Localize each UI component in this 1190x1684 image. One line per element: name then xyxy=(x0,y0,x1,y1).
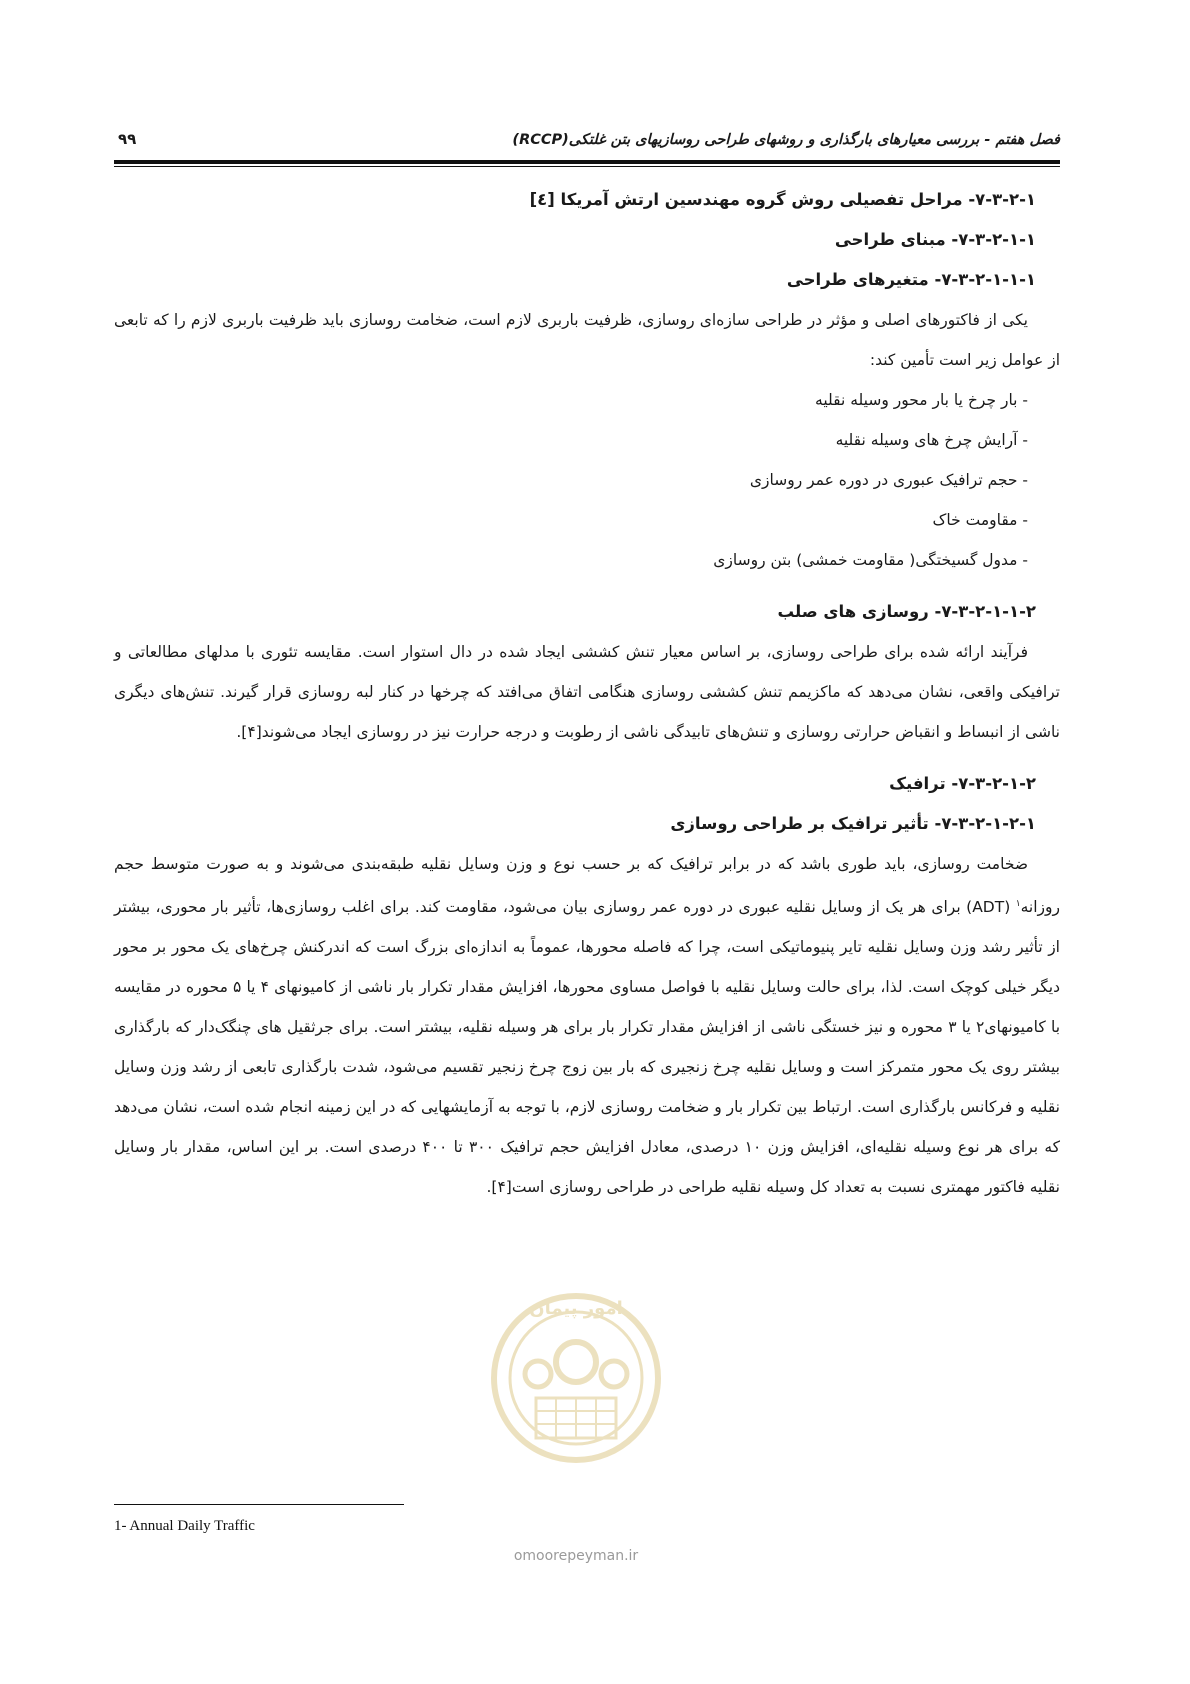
subsubsection-heading: ۷-۳-۲-۱-۱-۱- متغیرهای طراحی xyxy=(786,270,1036,289)
footnote-marker: ۱ xyxy=(1015,899,1021,909)
footnote-rule xyxy=(114,1504,404,1505)
paragraph-text: (ADT) برای هر یک از وسایل نقلیه عبوری در دوره عمر روسازی بیان می‌شود، مقاومت کند. برای اغلب روسازی‌ها، تأثیر بار محوری، بیشتر از تأثیر رشد وزن وسایل نقلیه تایر پنیوماتیکی است، چرا که فاصله محورها، عموماً به اندازه‌ای بزرگ است که اندرکنش چرخ‌های یک محور بر محور دیگر خیلی کوچک است. لذا، برای حالت وسایل نقلیه با فواصل مساوی محورها، افزایش مقدار تکرار بار ناشی از کامیونهای ۴ یا ۵ محوره در مقایسه با کامیونهای۲ یا ۳ محوره و نیز خستگی ناشی از افزایش مقدار تکرار بار برای هر وسیله نقلیه، بیشتر است. برای جرثقیل های چنگک‌دار که بارگذاری بیشتر روی یک محور متمرکز است و وسایل نقلیه چرخ زنجیری که بار بین زوج چرخ زنجیر تقسیم می‌شود، شدت بارگذاری تابعی از رشد وزن وسایل نقلیه و فرکانس بارگذاری است. ارتباط بین تکرار بار و ضخامت روسازی لازم، با توجه به آزمایشهایی که در این زمینه انجام شده است، نشان می‌دهد که برای هر نوع وسیله نقلیه‌ای، افزایش وزن ۱۰ درصدی، معادل افزایش حجم ترافیک ۳۰۰ تا ۴۰۰ درصدی است. بر این اساس، مقدار بار وسایل نقلیه فاکتور مهمتری نسبت به تعداد کل وسیله نقلیه طراحی در طراحی روسازی است[۴]. xyxy=(114,898,1061,1197)
list-item: - مقاومت خاک xyxy=(932,511,1028,529)
watermark-site: omoorepeyman.ir xyxy=(513,1548,639,1564)
list-item: - مدول گسیختگی( مقاومت خمشی) بتن روسازی xyxy=(713,551,1028,569)
list-item: - حجم ترافیک عبوری در دوره عمر روسازی xyxy=(749,471,1028,489)
subsection-heading: ۷-۳-۲-۱-۲- ترافیک xyxy=(889,774,1036,793)
page-number: ۹۹ xyxy=(118,130,137,148)
subsection-heading: ۷-۳-۲-۱-۱- مبنای طراحی xyxy=(834,230,1036,249)
footnote: 1- Annual Daily Traffic xyxy=(114,1518,255,1534)
section-heading: ۷-۳-۲-۱- مراحل تفصیلی روش گروه مهندسین ارتش آمریکا [٤] xyxy=(529,190,1036,209)
paragraph-text: ضخامت روسازی، باید طوری باشد که در برابر ترافیک که بر حسب نوع و وزن وسایل نقلیه طبقه‌بندی می‌شوند و به صورت متوسط حجم روزانه xyxy=(114,855,1060,917)
header-rule-thin xyxy=(114,166,1060,167)
subsubsection-heading: ۷-۳-۲-۱-۲-۱- تأثیر ترافیک بر طراحی روسازی xyxy=(670,814,1036,833)
running-header xyxy=(114,124,1060,160)
list-item: - آرایش چرخ های وسیله نقلیه xyxy=(835,431,1028,449)
paragraph-traffic-effect xyxy=(114,844,1060,1207)
seal-logo-icon xyxy=(476,1270,676,1500)
watermark-logo-text: امور پیمان xyxy=(529,1298,623,1319)
header-rule-thick xyxy=(114,160,1060,164)
list-item: - بار چرخ یا بار محور وسیله نقلیه xyxy=(815,391,1028,409)
main-content xyxy=(114,180,1060,1207)
paragraph-rigid-pavement: فرآیند ارائه شده برای طراحی روسازی، بر اساس معیار تنش کششی ایجاد شده در دال استوار است. مقایسه تئوری با مدلهای مطالعاتی و ترافیکی واقعی، نشان می‌دهد که ماکزیمم تنش کششی روسازی هنگامی اتفاق می‌افتد که چرخها در کنار لبه روسازی قرار گیرند. تنش‌های دیگری ناشی از انبساط و انقباض حرارتی روسازی و تنش‌های تابیدگی ناشی از رطوبت و درجه حرارت نیز در روسازی ایجاد می‌شوند[۴]. xyxy=(114,643,1060,741)
chapter-title: فصل هفتم - بررسی معیارهای بارگذاری و روشهای طراحی روسازیهای بتن غلتکی(RCCP) xyxy=(512,132,1060,148)
subsubsection-heading: ۷-۳-۲-۱-۱-۲- روسازی های صلب xyxy=(777,602,1036,621)
paragraph-design-variables: یکی از فاکتورهای اصلی و مؤثر در طراحی سازه‌ای روسازی، ظرفیت باربری لازم است، ضخامت روسازی باید ظرفیت باربری لازم را که تابعی از عوامل زیر است تأمین کند: xyxy=(114,311,1060,369)
